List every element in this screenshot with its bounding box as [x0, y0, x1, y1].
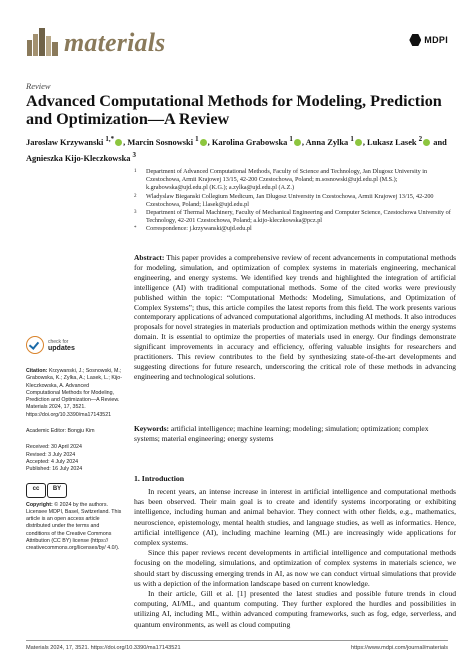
introduction-body	[134, 487, 456, 630]
orcid-icon[interactable]	[115, 139, 122, 146]
orcid-icon[interactable]	[200, 139, 207, 146]
author: Marcin Sosnowski $^1$ ,	[127, 135, 210, 147]
orcid-icon[interactable]	[294, 139, 301, 146]
author: Jaroslaw Krzywanski $^{1,*}$ ,	[26, 135, 126, 147]
journal-logo-icon	[26, 26, 60, 56]
footer-divider	[26, 640, 448, 641]
abstract-label: Abstract:	[134, 253, 165, 262]
affiliation: 2 Wladyslaw Bieganski Collegium Medicum, Jan Dlugosz University in Czestochowa, Armii Krajowej 13/15, 42-200 Czestochowa, Poland; l.lasek@ujd.edu.pl	[134, 192, 434, 208]
footer-journal-link[interactable]: https://www.mdpi.com/journal/materials	[351, 645, 448, 651]
author: Karolina Grabowska $^1$ ,	[211, 135, 304, 147]
paragraph: In recent years, an intense increase in interest in artificial intelligence and computational methods has been observed. Their main goal is to create and identify systems incorporating or exhibiting intelligence, including human and animal behavior. They connect with other fields, e.g., mathematics, neuroscience, epistemology, mental health studies, and language studies, as well as informatics. Hence, artificial intelligence (AI), including machine learning (ML) are increasingly wide applications for complex systems.	[134, 487, 456, 548]
publisher-name: MDPI	[424, 35, 448, 45]
orcid-icon[interactable]	[355, 139, 362, 146]
mdpi-hexagon-icon	[409, 34, 421, 46]
abstract-text: This paper provides a comprehensive review of recent advancements in computational methods for modeling, simulation, and optimization of complex systems in materials engineering, mechanical engineering, and energy systems. We identified key trends and highlighted the integration of artificial intelligence (AI) with traditional computational methods. Some of the cited works were previously published within the topic: “Computational Methods: Modeling, Simulations, and Optimization of Complex Systems”; thus, this article compiles the latest reports from this field. The work presents various contemporary applications of advanced computational algorithms, including AI methods. It also introduces proposals for novel strategies in materials production and optimization methods within the energy systems domain. It is essential to optimize the properties of materials used in energy. Our findings demonstrate significant improvements in accuracy and efficiency, offering valuable insights for researchers and practitioners. This review contributes to the field by synthesizing state-of-the-art developments and suggesting directions for future research, underscoring the critical role of these methods in advancing engineering and technological solutions.	[134, 253, 456, 381]
copyright-block: Copyright: © 2024 by the authors. Licensee MDPI, Basel, Switzerland. This article is an open access article distributed under the terms and conditions of the Creative Commons Attribution (CC BY) license (https:// creativecommons.org/licenses/by/ 4.0/).	[26, 501, 122, 552]
academic-editor: Academic Editor: Bongju Kim	[26, 428, 95, 435]
correspondence: * Correspondence: j.krzywanski@ujd.edu.pl	[134, 225, 252, 233]
article-type: Review	[26, 81, 51, 91]
article-info-sidebar	[26, 336, 124, 562]
keywords-text: artificial intelligence; machine learning; modeling; simulation; optimization; complex systems; material engineering; energy systems	[134, 424, 429, 443]
affiliations	[134, 168, 454, 234]
check-for-updates-button[interactable]: check for updates	[26, 336, 124, 354]
paragraph: In their article, Gill et al. [1] presented the latest studies and possible future trends in cloud computing, AI/ML, and quantum computing. They further explored the hurdles and possibilities in utilizing AI, including ML, within advanced computing frameworks, such as fog, edge, serverless, and quantum environments, as well as cloud computing	[134, 589, 456, 629]
dates-block: Received: 30 April 2024 Revised: 3 July 2024 Accepted: 4 July 2024 Published: 16 July 2024	[26, 444, 83, 473]
author: Lukasz Lasek $^2$	[367, 138, 431, 147]
abstract	[134, 253, 456, 382]
journal-header	[26, 26, 448, 70]
author: Anna Zylka $^1$ ,	[305, 135, 365, 147]
author: Agnieszka Kijo-Kleczkowska $^3$	[26, 150, 137, 163]
journal-name: materials	[64, 28, 166, 57]
paragraph: Since this paper reviews recent developments in artificial intelligence and computational methods focusing on the modeling, simulations, and optimization of complex systems in materials science, we should start by discussing emerging trends in AI, as now we can conduct virtual simulations that provide us with a depiction of the information landscape based on current knowledge.	[134, 548, 456, 588]
footer-citation[interactable]: Materials 2024, 17, 3521. https://doi.org/10.3390/ma17143521	[26, 645, 181, 651]
citation-block: Citation: Krzywanski, J.; Sosnowski, M.; Grabowska, K.; Zylka, A.; Lasek, L.; Kijo-Kleczkowska, A. Advanced Computational Methods for Modeling, Prediction and Optimization—A Review. Materials 2024, 17, 3521. https://doi.org/10.3390/ma17143521	[26, 368, 122, 418]
cc-by-license-icon[interactable]: cc BY	[26, 483, 124, 498]
author-list: Jaroslaw Krzywanski $^{1,*}$ , Marcin Sosnowski $^1$ , Karolina Grabowska $^1$ , Anna Zylka $^1$ , Lukasz Lasek $^2$ and Agnieszka Kijo-Kleczkowska $^3$	[26, 135, 447, 163]
orcid-icon[interactable]	[423, 139, 430, 146]
article-title: Advanced Computational Methods for Modeling, Prediction and Optimization—A Review	[26, 92, 442, 128]
section-heading-introduction: 1. Introduction	[134, 474, 185, 483]
check-updates-icon	[26, 336, 44, 354]
affiliation: 1 Department of Advanced Computational Methods, Faculty of Science and Technology, Jan Dlugosz University in Czestochowa, Armii Krajowej 13/15, 42-200 Czestochowa, Poland; m.sosnowski@ujd.edu.pl (M.S.); k.grabowska@ujd.edu.pl (K.G.); a.zylka@ujd.edu.pl (A.Z.)	[134, 168, 428, 192]
publisher-logo[interactable]	[409, 34, 448, 46]
keywords	[134, 424, 456, 444]
keywords-label: Keywords:	[134, 424, 169, 433]
affiliation: 3 Department of Thermal Machinery, Faculty of Mechanical Engineering and Computer Science, Czestochowa University of Technology, 42-201 Czestochowa, Poland; a.kijo-kleczkowska@pcz.pl	[134, 209, 451, 225]
